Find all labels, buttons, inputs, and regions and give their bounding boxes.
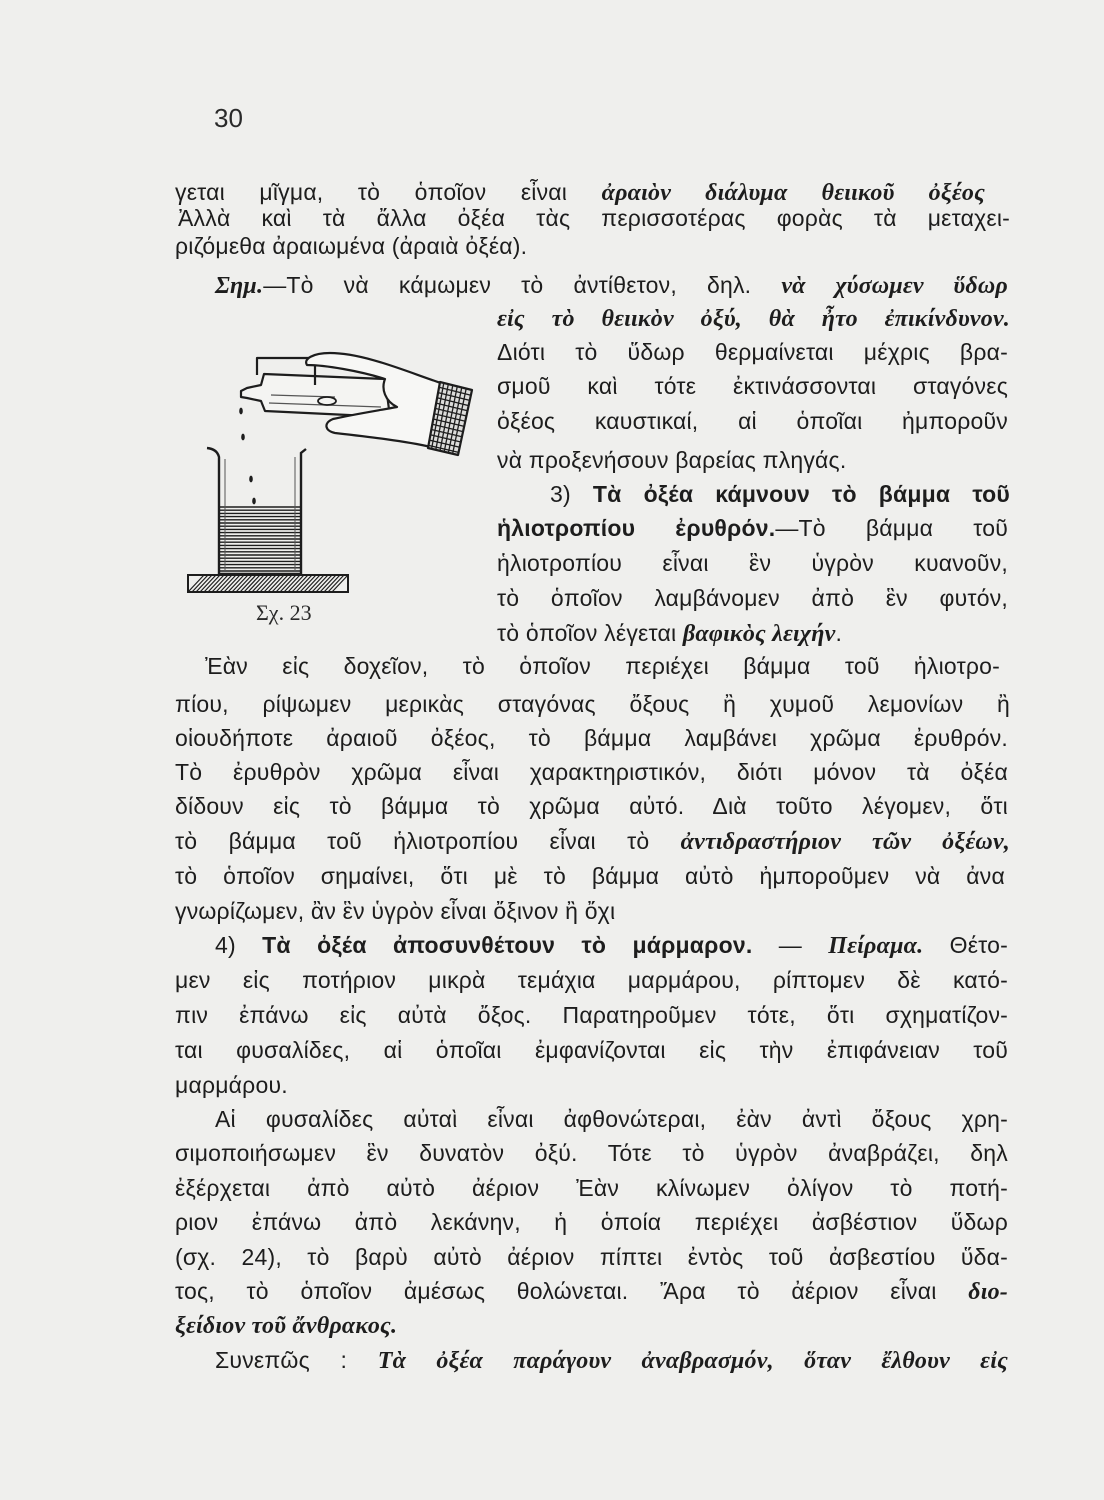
plain-text: γεται μῖγμα, τὸ ὁποῖον εἶναι [175, 179, 602, 205]
text-line [497, 445, 846, 475]
plain-text: τὸ ὁποῖον σημαίνει, ὅτι μὲ τὸ βάμμα αὐτὸ ἠμποροῦμεν νὰ ἀνα [175, 863, 1005, 889]
text-line [175, 689, 1010, 719]
text-line [175, 757, 1008, 787]
text-line [175, 1035, 1008, 1065]
text-line [175, 723, 1008, 753]
plain-text: Συνεπῶς : [215, 1347, 378, 1373]
emphasized-text: Πείραμα. [828, 933, 924, 959]
text-line [497, 583, 1008, 613]
plain-text: οἱουδήποτε ἀραιοῦ ὀξέος, τὸ βάμμα λαμβάνει χρῶμα ἐρυθρόν. [175, 725, 1008, 751]
emphasized-text: βαφικὸς λειχήν [682, 621, 836, 647]
plain-text: γνωρίζωμεν, ἂν ἓν ὑγρὸν εἶναι ὄξινον ἢ ὄχι [175, 898, 616, 924]
plain-text: Ἐὰν εἰς δοχεῖον, τὸ ὁποῖον περιέχει βάμμα τοῦ ἡλιοτρο- [205, 653, 1000, 679]
drop [239, 408, 243, 415]
text-line [175, 861, 1005, 891]
text-line [175, 826, 1010, 857]
text-line [550, 479, 1010, 509]
text-line [175, 791, 1008, 821]
bold-heading-text: Τὰ ὀξέα ἀποσυνθέτουν τὸ μάρμαρον. [262, 932, 753, 958]
plain-text: τος, τὸ ὁποῖον ἀμέσως θολώνεται. Ἄρα τὸ ἀέριον εἶναι [175, 1278, 969, 1304]
plain-text: μεν εἰς ποτήριον μικρὰ τεμάχια μαρμάρου, ρίπτομεν δὲ κατό- [175, 967, 1008, 993]
bold-heading-text: ἡλιοτροπίου ἐρυθρόν. [497, 515, 776, 541]
text-line [215, 270, 1008, 301]
figure-caption: Σχ. 23 [256, 600, 312, 625]
drop [252, 498, 256, 505]
plain-text: —Τὸ βάμμα τοῦ [775, 515, 1009, 541]
plain-text: σμοῦ καὶ τότε ἐκτινάσσονται σταγόνες [497, 373, 1008, 399]
plain-text: νὰ προξενήσουν βαρείας πληγάς. [497, 447, 847, 473]
text-line [175, 1138, 1008, 1168]
plain-text: (σχ. 24), τὸ βαρὺ αὐτὸ ἀέριον πίπτει ἐντὸς τοῦ ἀσβεστίου ὕδα- [175, 1244, 1008, 1270]
text-line [497, 548, 1008, 578]
emphasized-text: Σημ. [215, 273, 264, 299]
plain-text: 3) [550, 481, 593, 507]
text-line [175, 1242, 1008, 1272]
plain-text: τὸ βάμμα τοῦ ἡλιοτροπίου εἶναι τὸ [175, 828, 681, 854]
plain-text: τὸ ὁποῖον λαμβάνομεν ἀπὸ ἓν φυτόν, [497, 585, 1008, 611]
text-line [205, 651, 1000, 681]
plain-text: — [752, 932, 829, 958]
plain-text: μαρμάρου. [175, 1072, 288, 1098]
plain-text: ριζόμεθα ἀραιωμένα (ἀραιὰ ὀξέα). [175, 233, 528, 259]
emphasized-text: διο- [968, 1279, 1008, 1305]
emphasized-text: ξείδιον τοῦ ἄνθρακος. [175, 1313, 398, 1339]
text-line [175, 1310, 397, 1341]
plain-text: Θέτο- [923, 932, 1008, 958]
text-line [175, 1000, 1008, 1030]
emphasized-text: εἰς τὸ θειικὸν ὀξύ, θὰ ἦτο ἐπικίνδυνον. [497, 306, 1010, 332]
drop [249, 476, 253, 483]
beaker-illustration [207, 448, 306, 574]
plain-text: ριον ἐπάνω ἀπὸ λεκάνην, ἡ ὁποία περιέχει ἀσβέστιον ὕδωρ [175, 1209, 1008, 1235]
plain-text: πίου, ρίψωμεν μερικὰς σταγόνας ὄξους ἢ χυμοῦ λεμονίων ἢ [175, 691, 1010, 717]
figure-acid-pouring-illustration [185, 345, 475, 595]
plain-text: —Τὸ νὰ κάμωμεν τὸ ἀντίθετον, δηλ. [263, 272, 782, 298]
text-line [175, 231, 527, 261]
plain-text: Ἀλλὰ καὶ τὰ ἄλλα ὀξέα τὰς περισσοτέρας φορὰς τὰ μεταχει- [178, 205, 1010, 231]
plain-text: πιν ἐπάνω εἰς αὐτὰ ὄξος. Παρατηροῦμεν τότε, ὅτι σχηματίζον- [175, 1002, 1008, 1028]
plain-text: Αἱ φυσαλίδες αὐταὶ εἶναι ἀφθονώτεραι, ἐὰν ἀντὶ ὄξους χρη- [215, 1106, 1008, 1132]
text-line [175, 965, 1008, 995]
plain-text: ἐξέρχεται ἀπὸ αὐτὸ ἀέριον Ἐὰν κλίνωμεν ὀλίγον τὸ ποτή- [175, 1175, 1008, 1201]
text-line [175, 896, 615, 926]
text-line [178, 203, 1010, 233]
plain-text: σιμοποιήσωμεν ἓν δυνατὸν ὀξύ. Τότε τὸ ὑγρὸν ἀναβράζει, δηλ [175, 1140, 1008, 1166]
plain-text: ται φυσαλίδες, αἱ ὁποῖαι ἐμφανίζονται εἰς τὴν ἐπιφάνειαν τοῦ [175, 1037, 1008, 1063]
liquid-lines [220, 507, 300, 571]
plain-text: ἡλιοτροπίου εἶναι ἓν ὑγρὸν κυανοῦν, [497, 550, 1008, 576]
text-line [175, 1173, 1008, 1203]
plain-text: ὀξέος καυστικαί, αἱ ὁποῖαι ἠμποροῦν [497, 408, 1008, 434]
plain-text: δίδουν εἰς τὸ βάμμα τὸ χρῶμα αὐτό. Διὰ τοῦτο λέγομεν, ὅτι [175, 793, 1008, 819]
drops-illustration [239, 408, 256, 505]
emphasized-text: νὰ χύσωμεν ὕδωρ [781, 273, 1008, 299]
text-line [497, 337, 1008, 367]
base-plate-illustration [188, 575, 348, 592]
bold-heading-text: Τὰ ὀξέα κάμνουν τὸ βάμμα τοῦ [592, 481, 1010, 507]
text-line [497, 371, 1008, 401]
plain-text: . [835, 620, 843, 646]
page-number: 30 [214, 103, 243, 133]
plain-text: 4) [215, 932, 263, 958]
emphasized-text: Τὰ ὀξέα παράγουν ἀναβρασμόν, ὅταν ἔλθουν εἰς [377, 1348, 1008, 1374]
plain-text: Τὸ ἐρυθρὸν χρῶμα εἶναι χαρακτηριστικόν, διότι μόνον τὰ ὀξέα [175, 759, 1008, 785]
drop [241, 434, 245, 441]
plain-text: τὸ ὁποῖον λέγεται [497, 620, 683, 646]
emphasized-text: ἀντιδραστήριον τῶν ὀξέων, [680, 829, 1010, 855]
text-line [175, 1276, 1008, 1307]
text-line [497, 513, 1008, 543]
text-line [215, 1345, 1008, 1376]
text-line [497, 618, 842, 649]
text-line [175, 1207, 1008, 1237]
text-line [497, 406, 1008, 436]
text-line [215, 1104, 1008, 1134]
base-plate-hatching [188, 575, 348, 592]
text-line [175, 1070, 288, 1100]
emphasized-text: ἀραιὸν διάλυμα θειικοῦ ὀξέος [601, 180, 985, 206]
text-line [215, 930, 1008, 961]
plain-text: Διότι τὸ ὕδωρ θερμαίνεται μέχρις βρα- [497, 339, 1008, 365]
text-line [497, 303, 1010, 334]
